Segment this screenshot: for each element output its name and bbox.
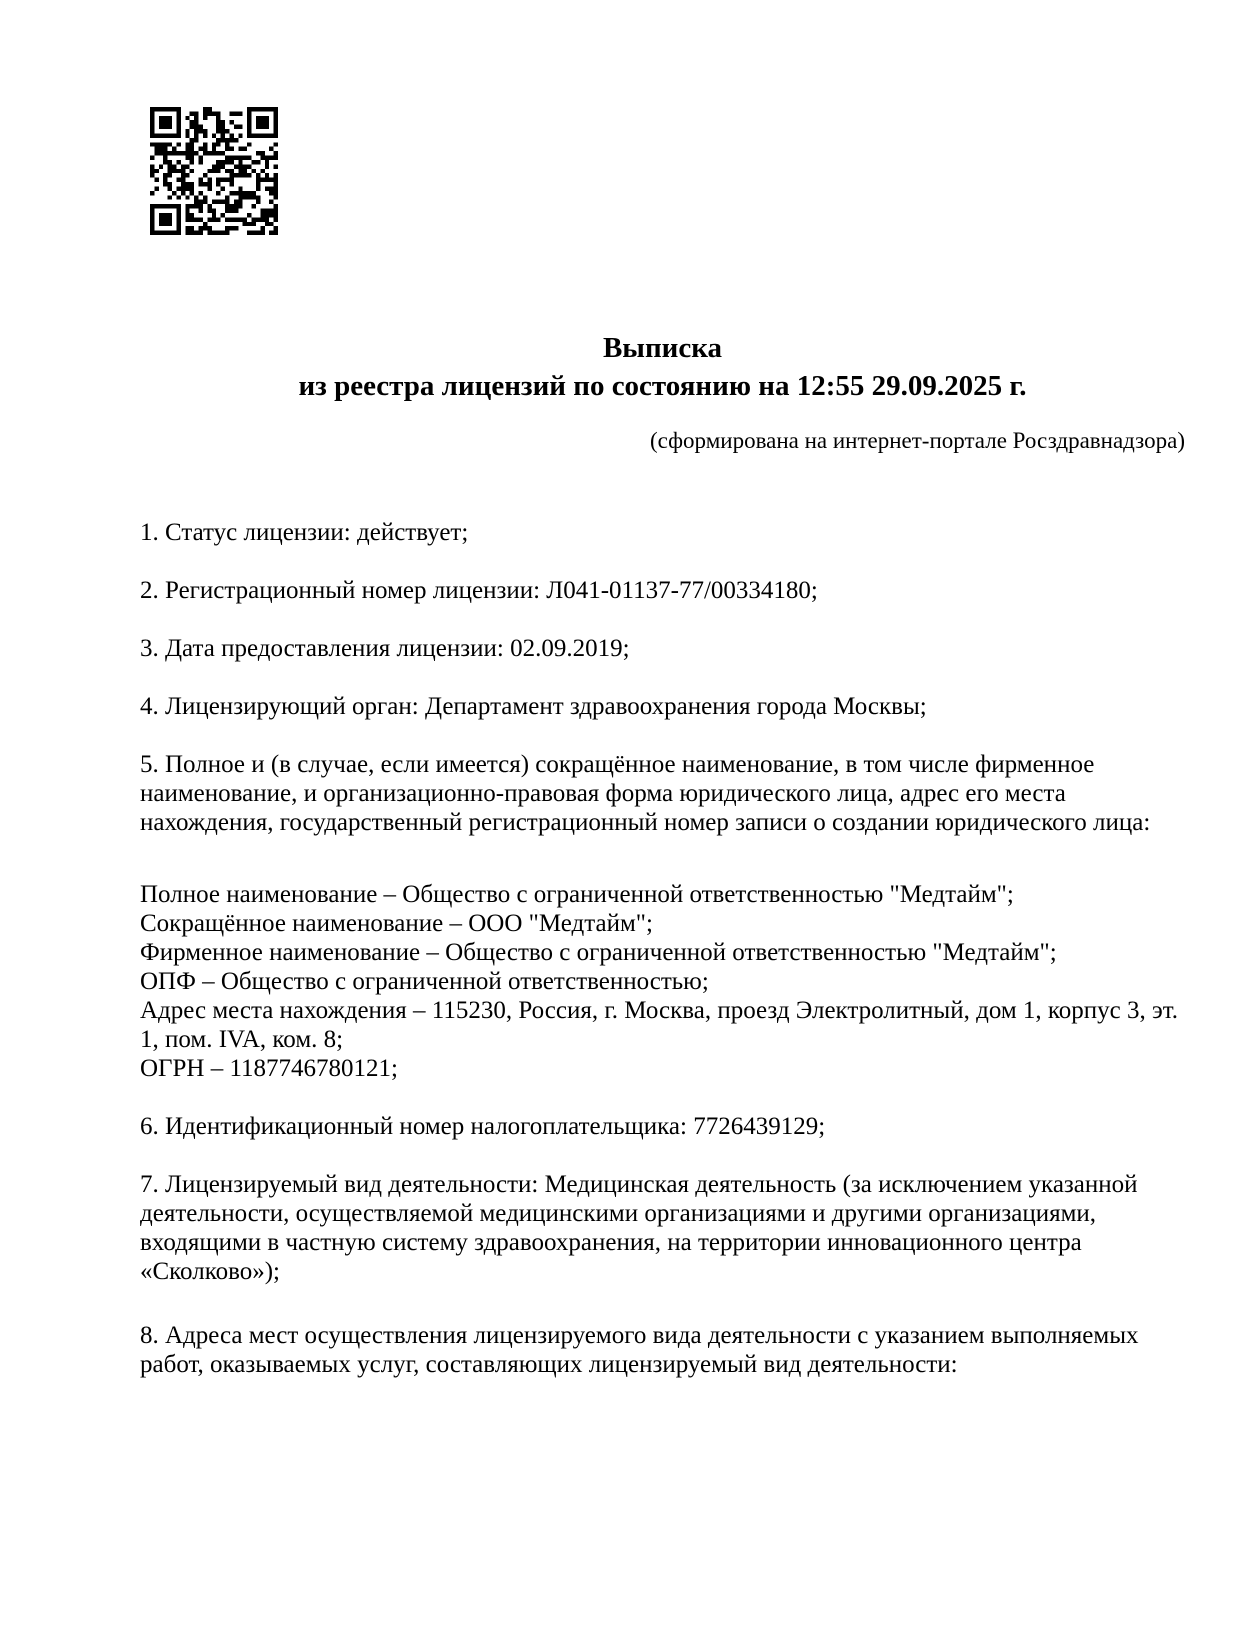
document-content	[140, 0, 1185, 1408]
item-taxpayer-number: 6. Идентификационный номер налогоплательщика: 7726439129;	[140, 1113, 826, 1140]
detail-address: Адрес места нахождения – 115230, Россия, г. Москва, проезд Электролитный, дом 1, корпус 3, эт. 1, пом. IVA, ком. 8;	[140, 997, 1179, 1053]
document-title-line1: Выписка	[602, 332, 723, 364]
item-licensed-activity: 7. Лицензируемый вид деятельности: Медицинская деятельность (за исключением указанной деятельности, осуществляемой медицинскими организациями и другими организациями, входящими в частную систему здравоохранения, на территории инновационного центра «Сколково»);	[140, 1171, 1138, 1285]
item-grant-date: 3. Дата предоставления лицензии: 02.09.2019;	[140, 635, 630, 662]
document-subtitle: (сформирована на интернет-портале Росздравнадзора)	[650, 428, 1185, 453]
detail-short-name: Сокращённое наименование – ООО "Медтайм";	[140, 910, 653, 937]
item-licensing-authority: 4. Лицензирующий орган: Департамент здравоохранения города Москвы;	[140, 693, 927, 720]
document-title	[140, 329, 1185, 405]
detail-opf: ОПФ – Общество с ограниченной ответственностью;	[140, 968, 709, 995]
detail-full-name: Полное наименование – Общество с ограниченной ответственностью "Медтайм";	[140, 881, 1014, 908]
detail-ogrn: ОГРН – 1187746780121;	[140, 1055, 398, 1082]
document-title-line2: из реестра лицензий по состоянию на 12:55 29.09.2025 г.	[298, 370, 1027, 402]
document-body	[140, 518, 1185, 1379]
detail-brand-name: Фирменное наименование – Общество с ограниченной ответственностью "Медтайм";	[140, 939, 1057, 966]
item-registration-number: 2. Регистрационный номер лицензии: Л041-01137-77/00334180;	[140, 577, 818, 604]
item-entity-names-heading: 5. Полное и (в случае, если имеется) сокращённое наименование, в том числе фирменное наименование, и организационно-правовая форма юридического лица, адрес его места нахождения, государственный регистрационный номер записи о создании юридического лица:	[140, 751, 1151, 836]
item-addresses-heading: 8. Адреса мест осуществления лицензируемого вида деятельности с указанием выполняемых работ, оказываемых услуг, составляющих лицензируемый вид деятельности:	[140, 1322, 1139, 1378]
item-license-status: 1. Статус лицензии: действует;	[140, 519, 469, 546]
